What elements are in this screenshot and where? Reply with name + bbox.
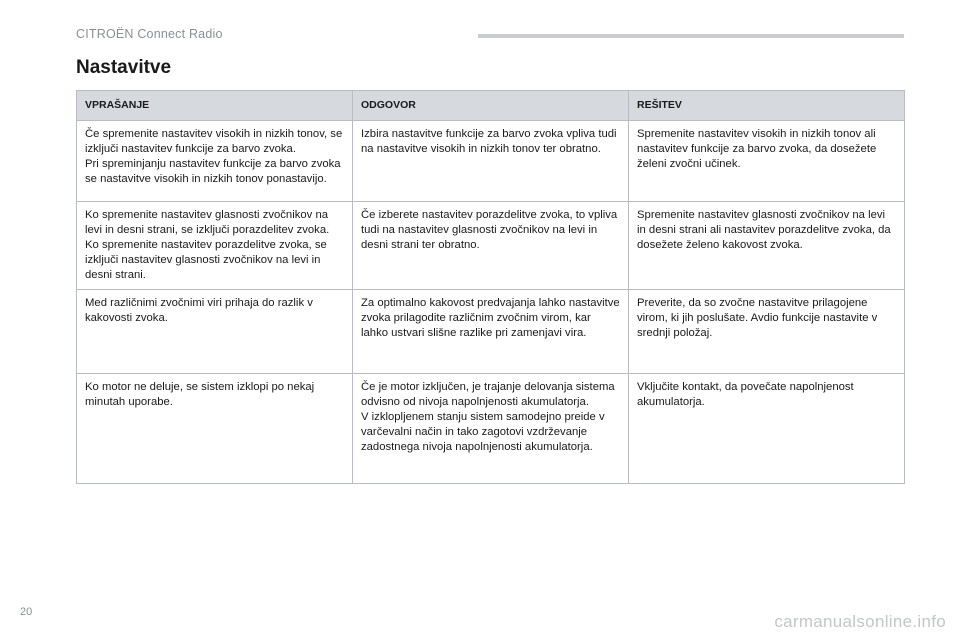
answer-text: Izbira nastavitve funkcije za barvo zvoka vpliva tudi na nastavitve visokih in nizkih tonov ter obratno. (361, 128, 617, 155)
question-text: Ko motor ne deluje, se sistem izklopi po nekaj minutah uporabe. (85, 381, 315, 408)
question-cell (77, 374, 353, 484)
answer-cell (353, 290, 629, 374)
table-row (77, 290, 905, 374)
answer-text: Če izberete nastavitev porazdelitve zvoka, to vpliva tudi na nastavitev glasnosti zvočnikov na levi in desni strani ter obratno. (361, 209, 618, 251)
page-number: 20 (20, 606, 33, 618)
column-header-answer: ODGOVOR (353, 91, 629, 121)
solution-text: Spremenite nastavitev glasnosti zvočnikov na levi in desni strani ali nastavitev porazdelitve zvoka, da dosežete želeno kakovost zvoka. (637, 209, 891, 251)
answer-text: Če je motor izključen, je trajanje delovanja sistema odvisno od nivoja napolnjenosti akumulatorja. V izklopljenem stanju sistem samodejno preide v varčevalni način in tako zagotovi vzdrževanje zadostnega nivoja napolnjenosti akumulatorja. (361, 381, 615, 453)
question-cell (77, 202, 353, 290)
solution-text: Vključite kontakt, da povečate napolnjenost akumulatorja. (637, 381, 854, 408)
answer-text: Za optimalno kakovost predvajanja lahko nastavitve zvoka prilagodite različnim zvočnim virom, kar lahko ustvari slišne razlike pri zamenjavi vira. (361, 297, 620, 339)
solution-text: Spremenite nastavitev visokih in nizkih tonov ali nastavitev funkcije za barvo zvoka, da dosežete želeni zvočni učinek. (637, 128, 877, 170)
answer-cell (353, 202, 629, 290)
header-divider-bar (478, 34, 904, 38)
question-cell (77, 290, 353, 374)
question-text: Ko spremenite nastavitev glasnosti zvočnikov na levi in desni strani, se izključi porazdelitev zvoka. Ko spremenite nastavitev porazdelitve zvoka, se izključi nastavitev glasnosti zvočnikov na levi in desni strani. (85, 209, 330, 281)
question-text: Med različnimi zvočnimi viri prihaja do razlik v kakovosti zvoka. (85, 297, 313, 324)
table-header-row (77, 91, 905, 121)
table-row (77, 374, 905, 484)
watermark: carmanualsonline.info (774, 612, 946, 631)
column-header-question: VPRAŠANJE (77, 91, 353, 121)
answer-cell (353, 121, 629, 202)
table-row (77, 202, 905, 290)
column-header-solution: REŠITEV (629, 91, 905, 121)
faq-table (76, 90, 905, 484)
solution-cell (629, 121, 905, 202)
page-heading: Nastavitve (76, 57, 172, 78)
solution-cell (629, 374, 905, 484)
answer-cell (353, 374, 629, 484)
solution-text: Preverite, da so zvočne nastavitve prilagojene virom, ki jih poslušate. Avdio funkcije nastavite v srednji položaj. (637, 297, 878, 339)
solution-cell (629, 290, 905, 374)
header-title: CITROËN Connect Radio (76, 27, 223, 41)
table-row (77, 121, 905, 202)
question-cell (77, 121, 353, 202)
solution-cell (629, 202, 905, 290)
question-text: Če spremenite nastavitev visokih in nizkih tonov, se izključi nastavitev funkcije za barvo zvoka. Pri spreminjanju nastavitev funkcije za barvo zvoka se nastavitve visokih in nizkih tonov ponastavijo. (85, 128, 343, 185)
